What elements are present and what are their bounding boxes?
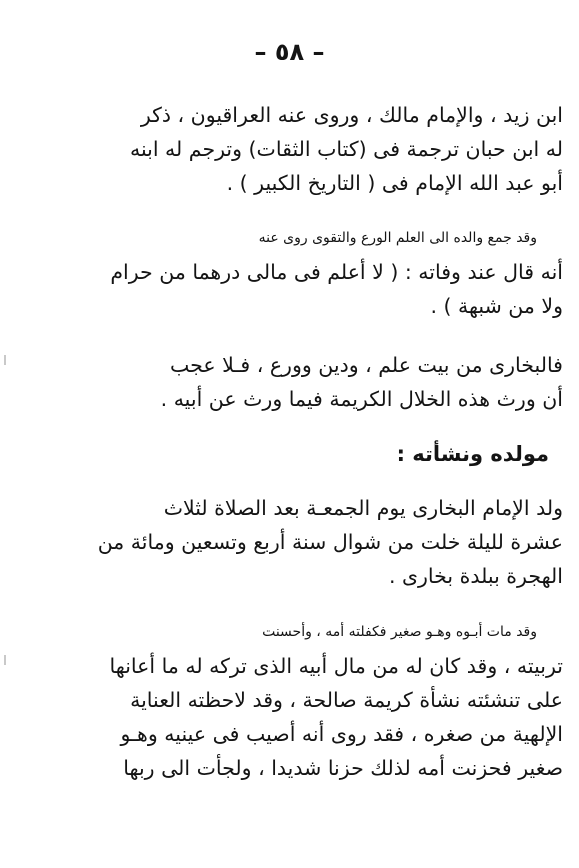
text-line: ولد الإمام البخارى يوم الجمعـة بعد الصلاة لثلاث [163, 496, 563, 520]
text-line: فالبخارى من بيت علم ، ودين وورع ، فـلا عجب [170, 353, 563, 377]
text-line: وقد مات أبـوه وهـو صغير فكفلته أمه ، وأحسنت [262, 624, 537, 640]
paragraph-4 [93, 491, 563, 593]
text-line: صغير فحزنت أمه لذلك حزنا شديدا ، ولجأت الى ربها [123, 756, 563, 780]
paragraph-1 [93, 98, 563, 200]
text-line: على تنشئته نشأة كريمة صالحة ، وقد لاحظته العناية [130, 688, 563, 712]
text-line: وقد جمع والده الى العلم الورع والتقوى روى عنه [258, 230, 537, 246]
text-line: ولا من شبهة ) . [430, 294, 563, 318]
text-line: تربيته ، وقد كان له من مال أبيه الذى تركه له ما أعانها [109, 654, 563, 678]
text-line: أبو عبد الله الإمام فى ( التاريخ الكبير ) . [226, 171, 563, 195]
text-line: ابن زيد ، والإمام مالك ، وروى عنه العراقيون ، ذكر [140, 103, 563, 127]
text-line: له ابن حبان ترجمة فى (كتاب الثقات) وترجم له ابنه [129, 137, 563, 161]
text-line: الهجرة ببلدة بخارى . [388, 564, 563, 588]
scan-edge-mark [4, 355, 6, 365]
page-number: – ٥٨ – [254, 38, 325, 66]
text-line: عشرة لليلة خلت من شوال سنة أربع وتسعين ومائة من [97, 530, 563, 554]
paragraph-2 [93, 221, 563, 323]
paragraph-5 [93, 615, 563, 785]
text-line: أنه قال عند وفاته : ( لا أعلم فى مالى درهما من حرام [110, 260, 563, 284]
section-heading: مولده ونشأته : [396, 442, 549, 466]
text-line: الإلهية من صغره ، فقد روى أنه أصيب فى عينيه وهـو [120, 722, 563, 746]
scan-edge-mark [4, 655, 6, 665]
text-line: أن ورث هذه الخلال الكريمة فيما ورث عن أبيه . [160, 387, 563, 411]
paragraph-3 [93, 348, 563, 416]
